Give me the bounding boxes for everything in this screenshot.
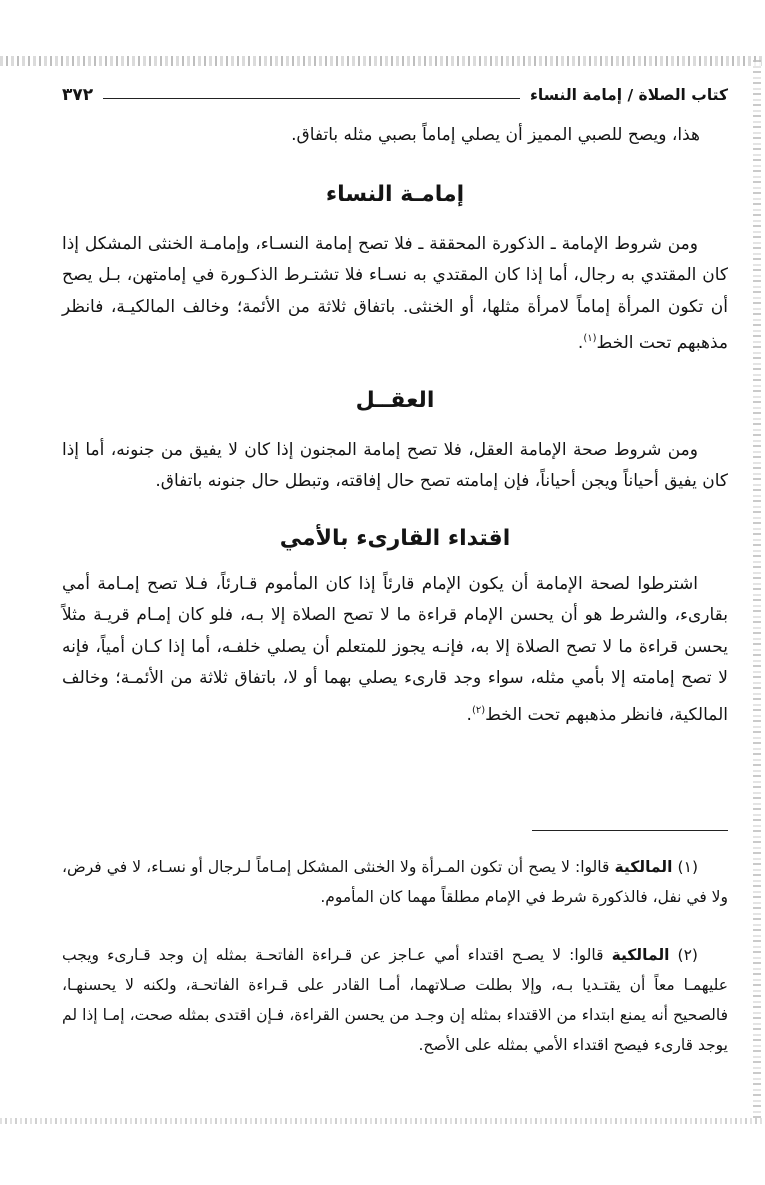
footnote-2 <box>62 940 728 1060</box>
section-text-women-imamate: ومن شروط الإمامة ـ الذكورة المحققة ـ فلا تصح إمامة النسـاء، وإمامـة الخنثى المشكل إذا كان المقتدي به رجال، أما إذا كان المقتدي به نسـاء فلا تشتـرط الذكـورة في إمامتهن، بـل يصح أن تكون المرأة إماماً لامرأة مثلها، أو الخنثى. باتفاق ثلاثة من الأئمة؛ وخالف المالكيـة، فانظر مذهبهم تحت الخط$^{(١)}$. <box>62 233 728 353</box>
footnote-ref-1: (١) <box>583 333 597 344</box>
footnote-1-number: (١) <box>677 858 698 876</box>
section-title-intellect: العقــل <box>355 387 435 413</box>
footnote-ref-2: (٢) <box>471 704 486 716</box>
page-number: ٣٧٢ <box>62 85 94 105</box>
section-title-reader-follows-illiterate: اقتداء القارىء بالأمي <box>279 525 511 551</box>
footnotes <box>62 852 728 1060</box>
footnote-1 <box>62 852 728 912</box>
footnote-1-text: قالوا: لا يصح أن تكون المـرأة ولا الخنثى المشكل إمـاماً لـرجال أو نسـاء، لا في فرض، ولا في نفل، فالذكورة شرط في الإمام مطلقاً مهما كان المأموم. <box>62 858 728 906</box>
footnote-2-number: (٢) <box>677 946 698 964</box>
scan-edge-bottom <box>0 1118 765 1124</box>
intro-paragraph: هذا، ويصح للصبي المميز أن يصلي إماماً بصبي مثله باتفاق. <box>291 125 700 145</box>
section-title-women-imamate: إمامـة النساء <box>325 181 465 207</box>
section-text-intellect: ومن شروط صحة الإمامة العقل، فلا تصح إمامة المجنون إذا كان لا يفيق من جنونه، أما إذا كان يفيق أحياناً ويجن أحياناً، فإن إمامته تصح حال إفاقته، وتبطل حال جنونه باتفاق. <box>62 439 728 491</box>
running-title: كتاب الصلاة / إمامة النساء <box>529 86 728 104</box>
running-header <box>62 82 728 108</box>
scan-edge-right <box>753 60 761 1120</box>
footnote-1-school: المالكية <box>614 858 673 876</box>
book-page <box>62 82 728 1054</box>
scan-edge-top <box>0 56 765 66</box>
footnote-2-school: المالكية <box>611 946 670 964</box>
footnote-separator <box>532 830 728 831</box>
footnote-2-text: قالوا: لا يصـح اقتداء أمي عـاجز عن قـراءة الفاتحـة بمثله إن وجد قـارىء ويجب عليهمـا معاً أن يقتـديا بـه، وإلا بطلت صـلاتهما، أمـا القادر على قـراءة الفاتحـة، ولكنه لا يحسنهـا، فالصحيح أنه يمنع ابتداء من الاقتداء بمثله إن وجـد من يحسن القراءة، فـإن اقتدى بمثله صحت، إمـا إذا لم يوجد قارىء فيصح اقتداء الأمي بمثله على الأصح. <box>62 946 728 1054</box>
header-rule <box>103 98 520 99</box>
section-text-reader-follows-illiterate: اشترطوا لصحة الإمامة أن يكون الإمام قارئاً إذا كان المأموم قـارئاً، فـلا تصح إمـامة أمي بقارىء، والشرط هو أن يحسن الإمام قراءة ما لا تصح الصلاة إلا بـه، فلو كان إمـام قريـة مثلاً يحسن قراءة ما لا تصح الصلاة إلا به، فإنـه يجوز للمتعلم أن يصلي خلفـه، أما إذا كـان أمياً، فإنه لا تصح إمامته إلا بأمي مثله، سواء وجد قارىء يصلي بهما أو لا، باتفاق ثلاثة من الأئمـة؛ وخالف المالكية، فانظر مذهبهم تحت الخط$^{(٢)}$. <box>62 573 728 725</box>
